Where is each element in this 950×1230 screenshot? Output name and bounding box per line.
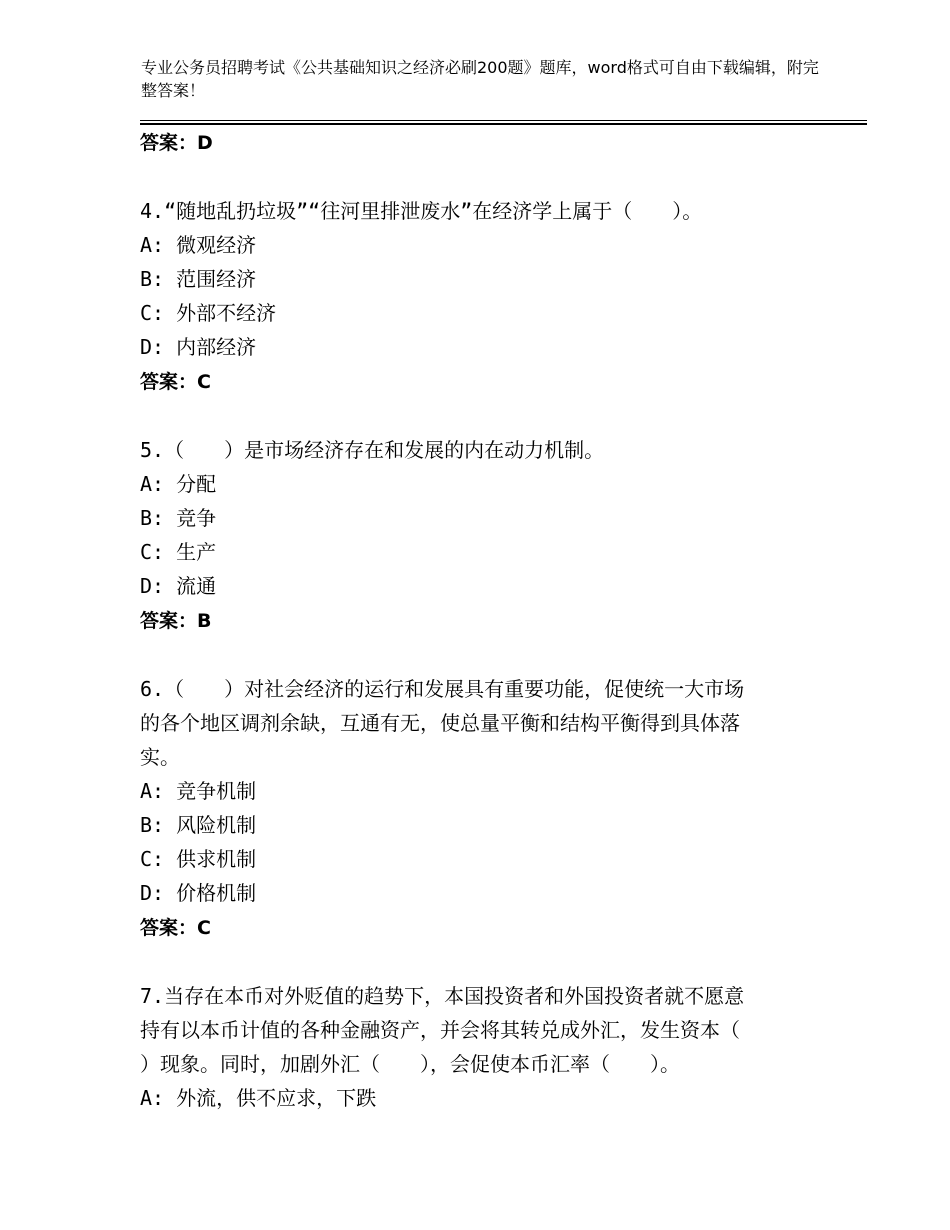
question-6-option-a: A: 竞争机制 — [140, 779, 257, 803]
question-5-option-d: D: 流通 — [140, 574, 217, 598]
header-rule-thick — [140, 123, 867, 125]
question-5-stem: 5.（ ）是市场经济存在和发展的内在动力机制。 — [140, 438, 605, 462]
question-4-stem: 4.“随地乱扔垃圾”“往河里排泄废水”在经济学上属于（ ）。 — [140, 199, 703, 223]
answer-q3: 答案：D — [140, 132, 213, 154]
question-5-option-a: A: 分配 — [140, 472, 217, 496]
question-4-option-c: C: 外部不经济 — [140, 301, 277, 325]
question-6-stem-line-3: 实。 — [140, 745, 180, 769]
question-4-option-d: D: 内部经济 — [140, 335, 257, 359]
question-7-stem-line-3: ）现象。同时，加剧外汇（ ），会促使本币汇率（ ）。 — [140, 1052, 680, 1076]
question-7-stem-line-2: 持有以本币计值的各种金融资产，并会将其转兑成外汇，发生资本（ — [140, 1018, 740, 1042]
answer-q5: 答案：B — [140, 610, 212, 632]
question-6-option-d: D: 价格机制 — [140, 881, 257, 905]
question-6-stem-line-1: 6.（ ）对社会经济的运行和发展具有重要功能，促使统一大市场 — [140, 677, 745, 701]
question-4-option-b: B: 范围经济 — [140, 267, 257, 291]
question-5-option-c: C: 生产 — [140, 540, 217, 564]
question-6-option-c: C: 供求机制 — [140, 847, 257, 871]
answer-q6: 答案：C — [140, 917, 211, 939]
question-7-option-a: A: 外流，供不应求，下跌 — [140, 1086, 377, 1110]
answer-q4: 答案：C — [140, 371, 211, 393]
question-5-option-b: B: 竞争 — [140, 506, 217, 530]
question-4-option-a: A: 微观经济 — [140, 233, 257, 257]
question-6-stem-line-2: 的各个地区调剂余缺，互通有无，使总量平衡和结构平衡得到具体落 — [140, 711, 740, 735]
question-6-option-b: B: 风险机制 — [140, 813, 257, 837]
question-7-stem-line-1: 7.当存在本币对外贬值的趋势下，本国投资者和外国投资者就不愿意 — [140, 984, 745, 1008]
header-rule-thin — [140, 120, 867, 121]
document-header: 专业公务员招聘考试《公共基础知识之经济必刷200题》题库，word格式可自由下载编辑，附完整答案！ — [141, 58, 819, 100]
